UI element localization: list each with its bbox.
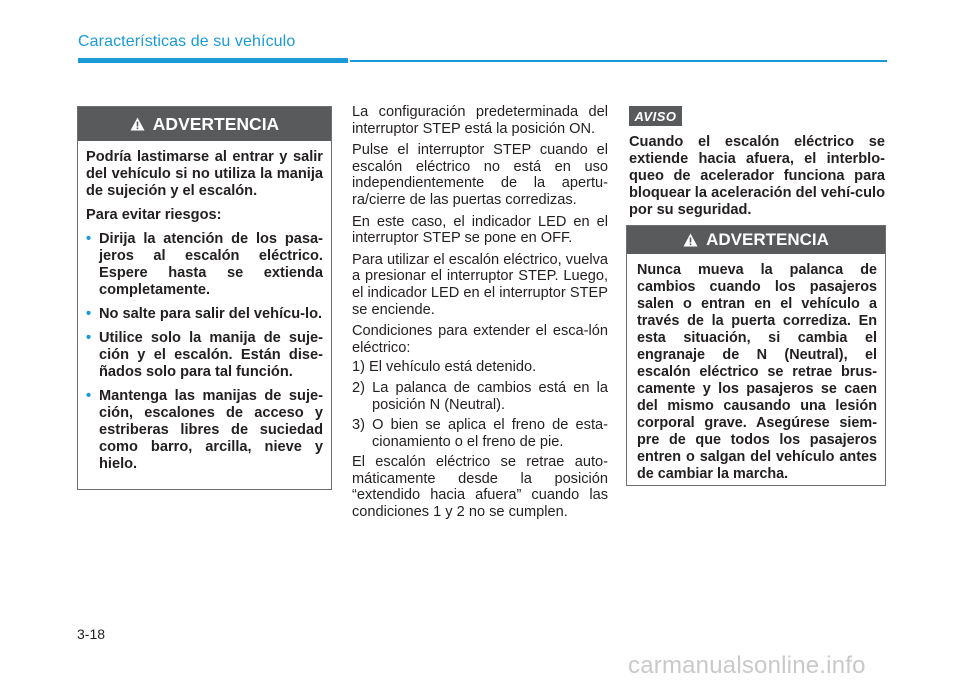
warning-box-left bbox=[77, 106, 332, 490]
warning-triangle-icon bbox=[130, 117, 145, 131]
warning-box-right bbox=[626, 225, 886, 486]
body-paragraph: El escalón eléctrico se retrae auto-máticamente desde la posición “extendido hacia afuera” cuando las condiciones 1 y 2 no se cumplen. bbox=[352, 454, 608, 521]
body-column-middle bbox=[352, 104, 608, 526]
warning-title: ADVERTENCIA bbox=[152, 113, 280, 134]
bullet-dot-icon: • bbox=[86, 330, 92, 346]
body-paragraph: Condiciones para extender el esca-lón eléctrico: bbox=[352, 323, 608, 356]
bullet-text: Dirija la atención de los pasa-jeros al escalón eléctrico. Espere hasta se extienda completamente. bbox=[99, 231, 323, 298]
warning-triangle-icon bbox=[683, 233, 698, 247]
body-paragraph: Para utilizar el escalón eléctrico, vuelva a presionar el interruptor STEP. Luego, el indicador LED en el interruptor STEP se enciende. bbox=[352, 251, 608, 318]
condition-item: 2) La palanca de cambios está en la posición N (Neutral). bbox=[352, 379, 608, 413]
warning-bullet bbox=[86, 231, 323, 299]
bullet-dot-icon: • bbox=[86, 388, 92, 404]
warning-title-bar bbox=[627, 226, 885, 254]
bullet-text: Utilice solo la manija de suje-ción y el escalón. Están dise-ñados solo para tal función. bbox=[99, 330, 323, 380]
body-paragraph: En este caso, el indicador LED en el interruptor STEP se pone en OFF. bbox=[352, 213, 608, 247]
page-number: 3-18 bbox=[77, 626, 106, 642]
warning-title: ADVERTENCIA bbox=[706, 230, 829, 249]
body-paragraph: Pulse el interruptor STEP cuando el escalón eléctrico no está en uso independientemente de la apertu-ra/cierre de las puertas corredizas. bbox=[352, 142, 608, 208]
warning-text: Nunca mueva la palanca de cambios cuando los pasajeros salen o entran en el vehículo a través de la puerta corrediza. En esta situación, si cambia el engranaje de N (Neutral), el escalón eléctrico se retrae brus-camente y los pasajeros se caen del mismo causando una lesión corporal grave. Asegúrese siem-pre de que todos los pasajeros entren o salgan del vehículo antes de cambiar la marcha. bbox=[637, 262, 877, 482]
watermark: carmanualsonline.info bbox=[628, 652, 866, 679]
bullet-text: Mantenga las manijas de suje-ción, escalones de acceso y estriberas libres de suciedad como barro, arcilla, nieve y hielo. bbox=[99, 388, 323, 472]
warning-body bbox=[78, 141, 331, 473]
header-rule-thick bbox=[78, 58, 348, 63]
warning-title-bar bbox=[78, 107, 331, 141]
page-section-title: Características de su vehículo bbox=[78, 33, 296, 50]
warning-bullet bbox=[86, 330, 323, 381]
bullet-dot-icon: • bbox=[86, 231, 92, 247]
warning-bullet bbox=[86, 306, 323, 323]
bullet-text: No salte para salir del vehícu-lo. bbox=[99, 306, 323, 322]
notice-label: AVISO bbox=[629, 106, 682, 126]
body-paragraph: La configuración predeterminada del interruptor STEP está la posición ON. bbox=[352, 104, 608, 137]
warning-body bbox=[627, 254, 885, 483]
bullet-dot-icon: • bbox=[86, 306, 92, 322]
condition-item: 1) El vehículo está detenido. bbox=[352, 359, 537, 376]
warning-bullet bbox=[86, 388, 323, 473]
header-rule-thin bbox=[350, 60, 887, 62]
condition-item: 3) O bien se aplica el freno de esta-cionamiento o el freno de pie. bbox=[352, 417, 608, 450]
notice-text: Cuando el escalón eléctrico se extiende hacia afuera, el interblo-queo de acelerador funciona para bloquear la aceleración del vehí-culo por su seguridad. bbox=[629, 134, 885, 218]
warning-subhead: Para evitar riesgos: bbox=[86, 207, 222, 223]
warning-intro: Podría lastimarse al entrar y salir del vehículo si no utiliza la manija de sujeción y el escalón. bbox=[86, 149, 323, 199]
